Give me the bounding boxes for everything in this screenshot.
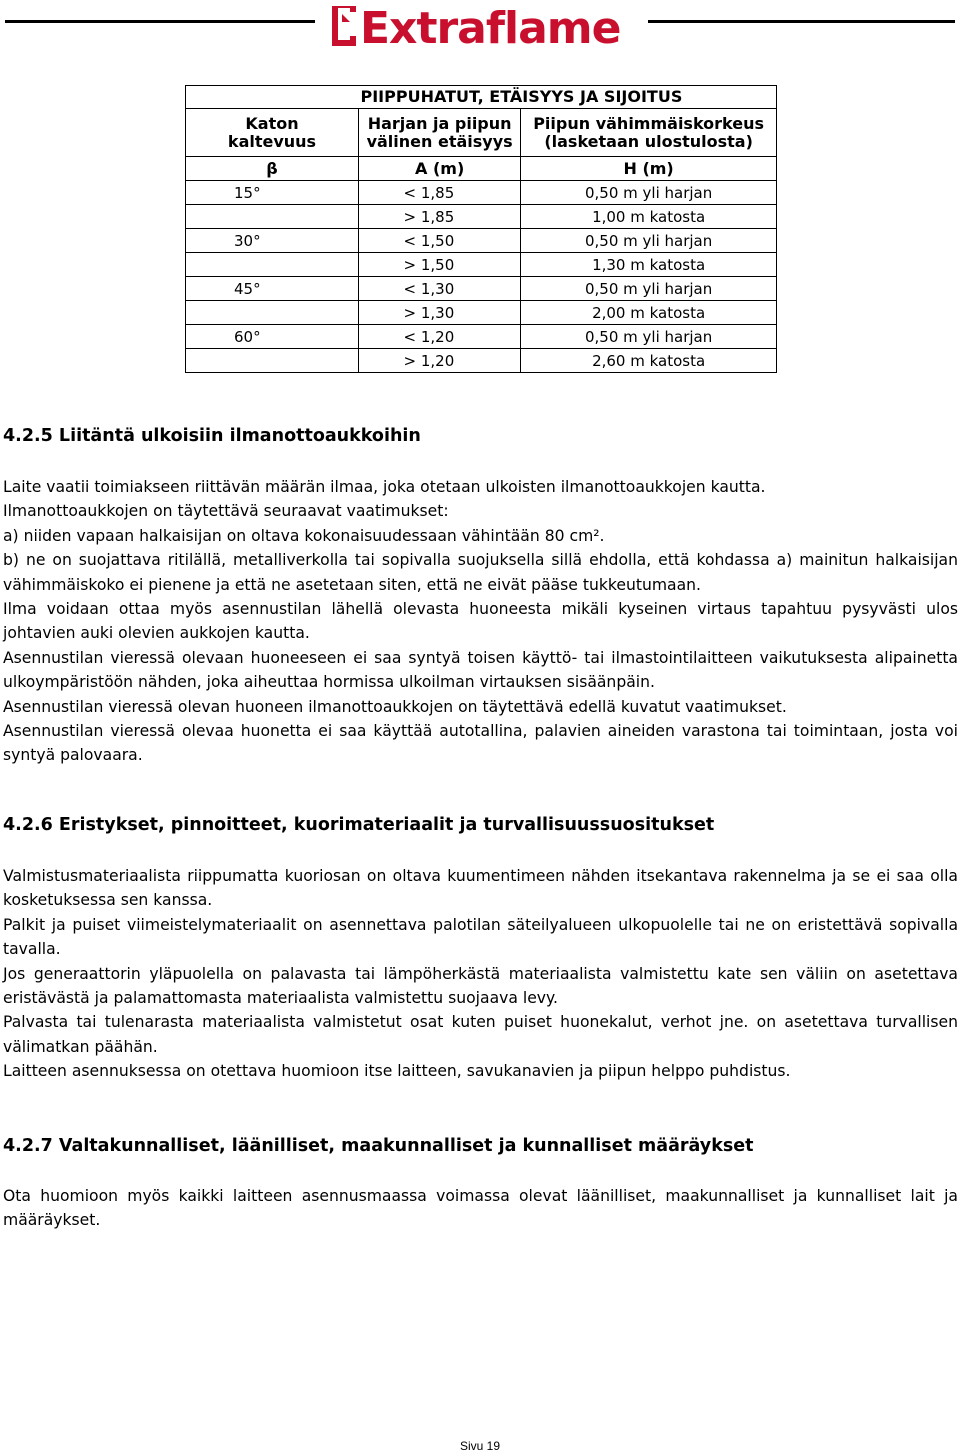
paragraph: Asennustilan vieressä olevaa huonetta ei saa käyttää autotallina, palavien aineiden varastona tai toimintaan, josta voi syntyä palovaara.	[3, 722, 958, 765]
paragraph: Ilma voidaan ottaa myös asennustilan lähellä olevasta huoneesta mikäli kyseinen virtaus tapahtuu pysyvästi ulos johtavien auki olevien aukkojen kautta.	[3, 600, 958, 643]
header-rule-right	[648, 20, 955, 23]
distance-cell: < 1,50	[359, 229, 521, 253]
angle-cell	[186, 205, 359, 229]
section-heading-4-2-6: 4.2.6 Eristykset, pinnoitteet, kuorimateriaalit ja turvallisuussuositukset	[3, 815, 715, 835]
table-row	[186, 349, 777, 373]
table-row	[186, 253, 777, 277]
table-row	[186, 325, 777, 349]
height-cell: 0,50 m yli harjan	[521, 229, 777, 253]
paragraph: Laite vaatii toimiakseen riittävän määrän ilmaa, joka otetaan ulkoisten ilmanottoaukkojen kautta.	[3, 478, 766, 496]
height-cell: 0,50 m yli harjan	[521, 325, 777, 349]
paragraph: Asennustilan vieressä olevan huoneen ilmanottoaukkojen on täytettävä edellä kuvatut vaatimukset.	[3, 697, 787, 716]
table-row	[186, 205, 777, 229]
section-4-2-7-body	[3, 1184, 958, 1233]
height-cell: 1,30 m katosta	[521, 253, 777, 277]
angle-cell	[186, 349, 359, 373]
distance-cell: > 1,30	[359, 301, 521, 325]
page-number: Sivu 19	[459, 1439, 501, 1453]
unit-h: H (m)	[521, 157, 777, 181]
table-title: PIIPPUHATUT, ETÄISYYS JA SIJOITUS	[359, 86, 777, 109]
table-row	[186, 301, 777, 325]
paragraph: Asennustilan vieressä olevaan huoneeseen ei saa syntyä toisen käyttö- tai ilmastointilaitteen vaikutuksesta alipainetta ulkoympäristöön nähden, joka aiheuttaa hormissa ulkoilman virtauksen sisäänpäin.	[3, 648, 958, 692]
chimney-table	[185, 85, 777, 373]
table-row	[186, 229, 777, 253]
brand-text: Extraflame	[360, 3, 621, 50]
angle-cell: 60°	[186, 325, 359, 349]
section-4-2-5-body	[3, 475, 958, 768]
paragraph: a) niiden vapaan halkaisijan on oltava kokonaisuudessaan vähintään 80 cm².	[3, 526, 605, 545]
height-cell: 2,60 m katosta	[521, 349, 777, 373]
height-cell: 1,00 m katosta	[521, 205, 777, 229]
angle-cell	[186, 253, 359, 277]
distance-cell: > 1,50	[359, 253, 521, 277]
table-subheader-row	[186, 109, 777, 157]
angle-cell	[186, 301, 359, 325]
height-cell: 0,50 m yli harjan	[521, 181, 777, 205]
angle-cell: 15°	[186, 181, 359, 205]
unit-beta: β	[186, 157, 359, 181]
table-unit-row	[186, 157, 777, 181]
distance-cell: < 1,85	[359, 181, 521, 205]
angle-cell: 30°	[186, 229, 359, 253]
section-heading-4-2-5: 4.2.5 Liitäntä ulkoisiin ilmanottoaukkoihin	[3, 426, 421, 446]
paragraph: Palvasta tai tulenarasta materiaalista valmistetut osat kuten puiset huonekalut, verhot jne. on asetettava turvallisen välimatkan päähän.	[3, 1013, 958, 1056]
paragraph: Palkit ja puiset viimeistelymateriaalit on asennettava palotilan säteilyalueen ulkopuolelle tai ne on eristettävä sopivalla tavalla.	[3, 915, 958, 959]
height-cell: 2,00 m katosta	[521, 301, 777, 325]
distance-cell: < 1,20	[359, 325, 521, 349]
angle-cell: 45°	[186, 277, 359, 301]
table-row	[186, 277, 777, 301]
section-4-2-6-body	[3, 864, 958, 1084]
col1-header: Katon kaltevuus	[186, 109, 359, 157]
paragraph: Ota huomioon myös kaikki laitteen asennusmaassa voimassa olevat läänilliset, maakunnalliset ja kunnalliset lait ja määräykset.	[3, 1187, 958, 1230]
table-row	[186, 181, 777, 205]
extraflame-logo	[328, 2, 638, 50]
distance-cell: < 1,30	[359, 277, 521, 301]
col2-header: Harjan ja piipun välinen etäisyys	[359, 109, 521, 157]
page-header	[0, 0, 960, 60]
unit-a: A (m)	[359, 157, 521, 181]
paragraph: b) ne on suojattava ritilällä, metalliverkolla tai sopivalla suojuksella sillä ehdolla, että kohdassa a) mainitun halkaisijan vähimmäiskoko ei pienene ja että ne asetetaan siten, että ne eivät pääse tukkeutumaan.	[3, 551, 958, 594]
distance-cell: > 1,20	[359, 349, 521, 373]
height-cell: 0,50 m yli harjan	[521, 277, 777, 301]
paragraph: Ilmanottoaukkojen on täytettävä seuraavat vaatimukset:	[3, 502, 449, 521]
paragraph: Jos generaattorin yläpuolella on palavasta tai lämpöherkästä materiaalista valmistettu kate sen väliin on asetettava eristävästä ja palamattomasta materiaalista valmistettu suojaava levy.	[3, 964, 958, 1008]
paragraph: Valmistusmateriaalista riippumatta kuoriosan on oltava kuumentimeen nähden itsekantava rakennelma ja se ei saa olla kosketuksessa sen kanssa.	[3, 867, 958, 910]
distance-cell: > 1,85	[359, 205, 521, 229]
section-heading-4-2-7: 4.2.7 Valtakunnalliset, läänilliset, maakunnalliset ja kunnalliset määräykset	[3, 1136, 754, 1156]
table-title-row	[186, 86, 777, 109]
header-rule-left	[5, 20, 315, 23]
paragraph: Laitteen asennuksessa on otettava huomioon itse laitteen, savukanavien ja piipun helppo puhdistus.	[3, 1062, 791, 1081]
col3-header: Piipun vähimmäiskorkeus (lasketaan ulostulosta)	[521, 109, 777, 157]
